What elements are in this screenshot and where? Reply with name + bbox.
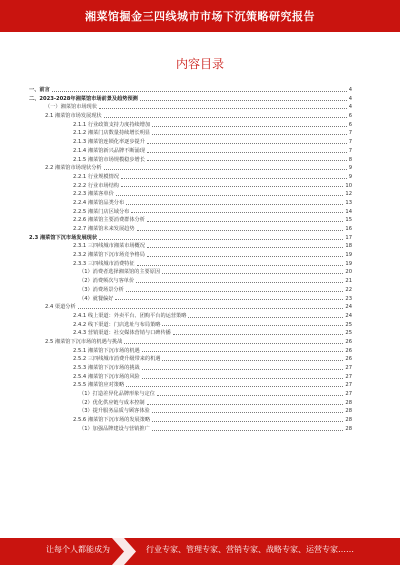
toc-entry-page-number: 27 [345, 391, 352, 398]
toc-entry-label: 2.3.2 湘菜馆下沉市场竞争格局 [73, 252, 145, 259]
toc-entry-label: 2.5.4 湘菜馆下沉市场的风险 [73, 373, 140, 380]
toc-entry[interactable] [29, 129, 352, 138]
dot-leader [147, 143, 347, 144]
toc-entry[interactable] [29, 355, 352, 364]
toc-entry[interactable] [29, 268, 352, 277]
dot-leader [147, 160, 347, 161]
toc-entry[interactable] [29, 199, 352, 208]
toc-entry[interactable] [29, 86, 352, 95]
dot-leader [188, 317, 343, 318]
toc-entry-label: 2.2.3 湘菜客单价 [73, 191, 114, 198]
dot-leader [137, 230, 344, 231]
toc-entry-label: （4）就餐偏好 [79, 295, 114, 302]
toc-entry-page-number: 6 [348, 121, 352, 128]
toc-entry-page-number: 21 [345, 278, 352, 285]
toc-entry-label: 2.5.6 湘菜馆下沉市场的发展策略 [73, 417, 151, 424]
toc-entry-label: 2.2.6 湘菜馆主要消费群体分析 [73, 217, 145, 224]
toc-entry[interactable] [29, 164, 352, 173]
dot-leader [99, 108, 347, 109]
dot-leader [152, 126, 347, 127]
dot-leader [78, 308, 344, 309]
dot-leader [147, 256, 343, 257]
toc-entry[interactable] [29, 242, 352, 251]
dot-leader [52, 91, 347, 92]
toc-entry-label: 2.1 湘菜馆市场发展现状 [45, 113, 102, 120]
toc-entry-page-number: 28 [345, 408, 352, 415]
toc-entry-page-number: 28 [345, 417, 352, 424]
toc-entry-label: 2.4.1 线上渠道：外卖平台、团购平台的运营策略 [73, 312, 187, 319]
toc-entry-page-number: 25 [345, 321, 352, 328]
chevron-divider-icon [112, 538, 136, 565]
toc-entry-label: （2）优化供应链与成本控制 [79, 399, 145, 406]
toc-entry-page-number: 28 [345, 399, 352, 406]
toc-entry[interactable] [29, 112, 352, 121]
footer-slogan: 让每个人都能成为 [46, 545, 110, 554]
dot-leader [142, 351, 344, 352]
dot-leader [136, 282, 343, 283]
toc-entry-label: 2.1.5 湘菜馆市场规模稳步增长 [73, 156, 145, 163]
toc-entry-label: 2.4.3 营销渠道：社交媒体营销与口碑传播 [73, 330, 171, 337]
dot-leader [126, 291, 344, 292]
toc-entry[interactable] [29, 95, 352, 104]
toc-entry[interactable] [29, 399, 352, 408]
toc-entry-page-number: 9 [348, 173, 352, 180]
toc-entry-label: 2.5.1 湘菜馆下沉市场的机遇 [73, 347, 140, 354]
dot-leader [116, 195, 344, 196]
toc-entry-page-number: 27 [345, 373, 352, 380]
dot-leader [137, 265, 344, 266]
dot-leader [152, 430, 344, 431]
toc-entry-page-number: 4 [348, 104, 352, 111]
toc-entry[interactable] [29, 234, 352, 243]
toc-entry[interactable] [29, 121, 352, 130]
toc-entry-label: 2.5.3 湘菜馆下沉市场的挑战 [73, 365, 140, 371]
toc-entry-page-number: 9 [348, 165, 352, 172]
toc-entry-page-number: 27 [345, 382, 352, 389]
toc-entry-page-number: 19 [345, 260, 352, 267]
dot-leader [152, 421, 343, 422]
toc-entry[interactable] [29, 321, 352, 330]
toc-entry-page-number: 20 [345, 269, 352, 276]
toc-entry-page-number: 18 [345, 243, 352, 250]
toc-entry-label: 2.1.2 湘菜门店数量持续增长明显 [73, 130, 151, 137]
toc-entry[interactable] [29, 425, 352, 434]
toc-entry-label: 2.1.4 湘菜馆新兴品牌不断涌现 [73, 147, 145, 154]
toc-entry-label: 2.2.7 湘菜馆未来发展趋势 [73, 226, 135, 232]
toc-entry[interactable] [29, 260, 352, 269]
toc-entry[interactable] [29, 216, 352, 225]
toc-entry-label: （2）消费频次与客单价 [79, 278, 135, 285]
dot-leader [126, 386, 343, 387]
toc-entry-label: （一）湘菜馆市场现状 [45, 104, 97, 111]
toc-entry-page-number: 6 [348, 113, 352, 120]
toc-entry[interactable] [29, 225, 352, 234]
table-of-contents [29, 86, 352, 434]
toc-entry-page-number: 7 [348, 147, 352, 154]
dot-leader [142, 369, 344, 370]
toc-entry-page-number: 24 [345, 312, 352, 319]
toc-entry[interactable] [29, 364, 352, 373]
toc-entry[interactable] [29, 381, 352, 390]
toc-entry[interactable] [29, 347, 352, 356]
toc-entry-label: 2.4.2 线下渠道：门店选址与布局策略 [73, 321, 161, 328]
toc-entry-label: 2.2.4 湘菜馆品类分布 [73, 199, 125, 206]
toc-entry[interactable] [29, 103, 352, 112]
toc-entry-label: 2.1.3 湘菜馆连锁化率逐步提升 [73, 139, 145, 146]
toc-entry-page-number: 28 [345, 425, 352, 432]
dot-leader [147, 247, 343, 248]
dot-leader [162, 273, 343, 274]
footer-tagline: 行业专家、管理专家、营销专家、战略专家、运营专家…… [146, 545, 354, 554]
toc-entry-label: 2.4 渠道分析 [45, 304, 76, 311]
dot-leader [121, 178, 347, 179]
dot-leader [147, 221, 343, 222]
dot-leader [152, 134, 347, 135]
dot-leader [126, 204, 343, 205]
toc-entry-label: 一、前言 [29, 87, 50, 93]
toc-entry-page-number: 7 [348, 130, 352, 137]
toc-entry-page-number: 16 [345, 226, 352, 232]
toc-entry-page-number: 26 [345, 338, 352, 345]
toc-entry-label: 二、2023-2028年湘菜馆市场前景及趋势预测 [29, 95, 138, 102]
toc-entry[interactable] [29, 390, 352, 399]
toc-entry[interactable] [29, 251, 352, 260]
dot-leader [140, 100, 347, 101]
toc-entry-page-number: 24 [345, 304, 352, 311]
toc-entry-label: 2.5 湘菜馆下沉市场的机遇与挑战 [45, 338, 123, 345]
toc-entry-page-number: 23 [345, 295, 352, 302]
toc-entry[interactable] [29, 407, 352, 416]
toc-entry-page-number: 4 [348, 87, 352, 93]
toc-entry[interactable] [29, 338, 352, 347]
toc-entry-label: （3）提升服务品质与顾客体验 [79, 408, 150, 415]
dot-leader [162, 325, 343, 326]
toc-entry-label: 2.2.1 行业规模情况 [73, 173, 119, 180]
toc-entry-page-number: 25 [345, 330, 352, 337]
toc-entry-label: （1）消费者选择湘菜馆的主要原因 [79, 269, 161, 276]
toc-entry-page-number: 26 [345, 347, 352, 354]
toc-entry-page-number: 14 [345, 208, 352, 215]
dot-leader [162, 360, 343, 361]
dot-leader [147, 152, 347, 153]
toc-entry-label: 2.2 湘菜馆市场现状分析 [45, 165, 102, 172]
toc-entry-label: 2.1.1 行业政策支持力度持续增加 [73, 121, 151, 128]
toc-entry[interactable] [29, 312, 352, 321]
toc-entry-label: （1）打造差异化品牌形象与定位 [79, 391, 155, 398]
toc-entry-page-number: 26 [345, 356, 352, 363]
dot-leader [131, 212, 343, 213]
toc-entry[interactable] [29, 295, 352, 304]
toc-entry-page-number: 15 [345, 217, 352, 224]
dot-leader [173, 334, 344, 335]
toc-entry[interactable] [29, 208, 352, 217]
toc-entry[interactable] [29, 277, 352, 286]
dot-leader [142, 378, 344, 379]
toc-entry[interactable] [29, 182, 352, 191]
dot-leader [99, 239, 343, 240]
toc-entry-label: （1）加强品牌建设与营销推广 [79, 425, 150, 432]
toc-entry-label: 2.5.5 湘菜馆应对策略 [73, 382, 125, 389]
toc-entry-page-number: 22 [345, 286, 352, 293]
toc-entry-label: 2.3.1 三四线城市湘菜市场概况 [73, 243, 145, 250]
toc-entry-label: （3）消费场景分析 [79, 286, 124, 293]
toc-entry-label: 2.2.5 湘菜门店区域分布 [73, 208, 130, 215]
toc-entry-page-number: 4 [348, 95, 352, 102]
toc-entry[interactable] [29, 138, 352, 147]
toc-entry-page-number: 17 [345, 234, 352, 241]
toc-entry[interactable] [29, 373, 352, 382]
toc-entry-label: 2.3 湘菜馆下沉市场发展现状 [29, 234, 98, 241]
dot-leader [152, 412, 344, 413]
dot-leader [104, 169, 347, 170]
toc-entry-page-number: 8 [348, 156, 352, 163]
dot-leader [157, 395, 343, 396]
dot-leader [121, 186, 343, 187]
toc-entry-label: 2.2.2 行业市场结构 [73, 182, 119, 189]
toc-entry-label: 2.5.2 三四线城市消费升级带来的机遇 [73, 356, 161, 363]
toc-entry[interactable] [29, 147, 352, 156]
toc-entry[interactable] [29, 286, 352, 295]
dot-leader [124, 343, 343, 344]
page-title: 内容目录 [175, 57, 224, 71]
dot-leader [104, 117, 347, 118]
toc-entry-page-number: 13 [345, 199, 352, 206]
toc-entry-label: 2.3.3 三四线城市消费特征 [73, 260, 135, 267]
dot-leader [147, 404, 344, 405]
toc-entry[interactable] [29, 416, 352, 425]
toc-entry[interactable] [29, 173, 352, 182]
document-header-title: 湘菜馆掘金三四线城市市场下沉策略研究报告 [85, 10, 315, 23]
toc-entry[interactable] [29, 156, 352, 165]
toc-entry[interactable] [29, 329, 352, 338]
toc-entry-page-number: 12 [345, 191, 352, 198]
dot-leader [115, 299, 343, 300]
toc-entry[interactable] [29, 303, 352, 312]
toc-entry-page-number: 7 [348, 139, 352, 146]
toc-entry-page-number: 19 [345, 252, 352, 259]
toc-entry-page-number: 10 [345, 182, 352, 189]
header-bar [0, 0, 400, 32]
toc-entry[interactable] [29, 190, 352, 199]
footer-bar [0, 538, 400, 565]
toc-entry-page-number: 27 [345, 365, 352, 371]
